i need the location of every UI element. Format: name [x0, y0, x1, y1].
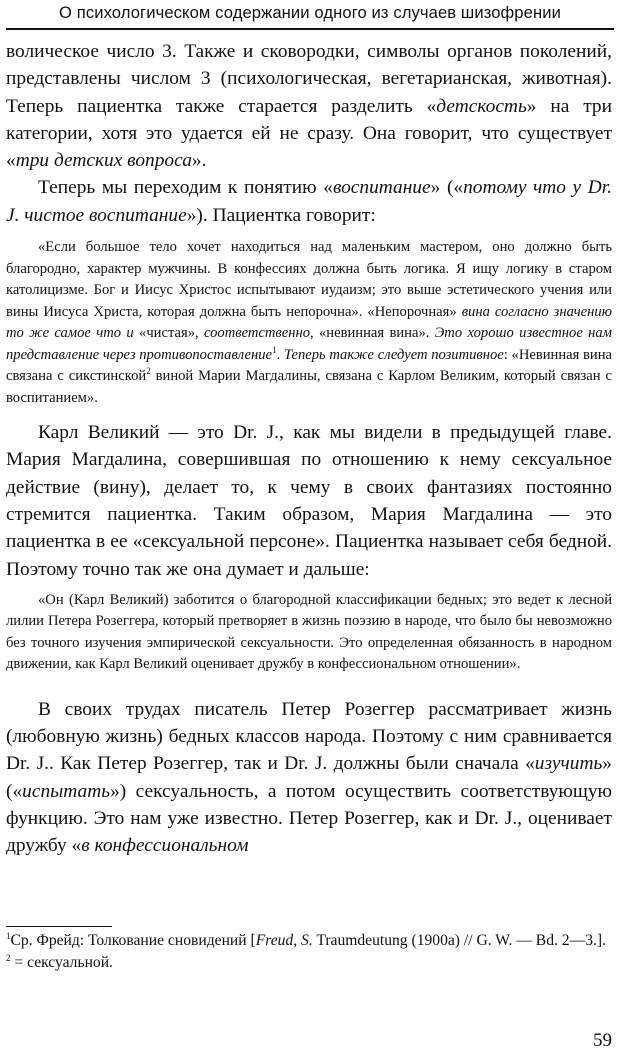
emphasis: Freud, S. — [255, 932, 313, 949]
footnote-2 — [6, 952, 614, 974]
footnotes — [6, 930, 614, 974]
emphasis: воспитание — [332, 177, 431, 199]
footnote-mark: 2 — [6, 952, 11, 963]
paragraph-2 — [6, 174, 612, 229]
block-quote-1 — [6, 237, 612, 409]
text-run: «чистая», — [133, 325, 204, 342]
text-run: ». — [191, 150, 207, 172]
emphasis: испытать — [22, 780, 111, 802]
paragraph-4 — [6, 696, 612, 860]
text-run: Traumdeutung (1900a) // G. W. — Bd. 2—3.]. — [312, 932, 606, 949]
text-run: »). Пациентка говорит: — [186, 204, 376, 226]
text-run: ») сексуальность, а потом осуществить соответствующую функцию. Это нам уже известно. Петер Розеггер, как и Dr. J., оценивает дружбу « — [6, 780, 612, 857]
footnote-ref[interactable]: 2 — [146, 366, 151, 377]
emphasis: соответственно — [204, 325, 311, 342]
text-run: = сексуальной. — [10, 954, 113, 971]
text-run: » на три категории, хотя это удается ей не сразу. Она говорит, что существует « — [6, 95, 612, 172]
block-quote-2: «Он (Карл Великий) заботится о благородной классификации бедных; это ведет к лесной лилии Петера Розеггера, который претворяет в жизнь поэзию в народе, что было бы невозможно без точного изучения эмпирической сексуальности. Это определенная обязанность в народном движении, как Карл Великий оценивает дружбу в конфессиональном отношении». — [6, 591, 612, 673]
text-run: Теперь мы переходим к понятию « — [38, 177, 333, 199]
text-run: . — [276, 346, 284, 363]
text-run: «Если большое тело хочет находиться над маленьким мастером, оно должно быть благородно, характер мужчины. В конфессиях должна быть логика. Я ищу логику в старом католицизме. Бог и Иисус Христос испытывают иудаизм; это выше эстетического учения или вины Иисуса Христа, которая должна быть непорочна». «Непорочная» — [6, 239, 612, 320]
text-run: » (« — [430, 177, 464, 199]
text-run: виной Марии Магдалины, связана с Карлом Великим, который связан с воспитанием». — [6, 368, 612, 406]
text-run: , «невинная вина». — [310, 325, 435, 342]
text-run: волическое число 3. Также и сковородки, символы органов поколений, представлены числом 3 (психологическая, вегетарианская, животная). Теперь пациентка также старается разделить « — [6, 41, 612, 117]
emphasis: Это хорошо известное нам представление через противопоставление — [6, 325, 612, 363]
footnote-1 — [6, 930, 614, 952]
text-run: : «Невинная вина связана с сикстинской — [6, 346, 613, 385]
footnote-rule — [6, 926, 112, 927]
footnote-ref[interactable]: 1 — [272, 344, 277, 355]
footnote-mark: 1 — [6, 930, 11, 941]
paragraph-3: Карл Великий — это Dr. J., как мы видели в предыдущей главе. Мария Магдалина, совершившая по отношению к нему сексуальное действие (вину), делает то, к чему в своих фантазиях постоянно стремится пациентка. Таким образом, Мария Магдалина — это пациентка в ее «сексуальной персоне». Пациентка называет себя бедной. Поэтому точно так же она думает и дальше: — [6, 422, 612, 580]
emphasis: три детских вопроса — [15, 150, 192, 172]
text-run: В своих трудах писатель Петер Розеггер рассматривает жизнь (любовную жизнь) бедных классов народа. Поэтому с ним сравнивается Dr. J.. Как Петер Розеггер, так и Dr. J. должны были сначала « — [6, 698, 612, 775]
paragraph-1 — [6, 38, 612, 174]
text-run: » (« — [6, 753, 612, 802]
emphasis: потому что у Dr. J. чистое воспитание — [6, 177, 612, 226]
main-text — [6, 38, 612, 860]
emphasis: детскость — [436, 95, 527, 117]
emphasis: изучить — [534, 753, 603, 775]
text-run: Ср. Фрейд: Толкование сновидений [ — [10, 932, 256, 949]
page-number: 59 — [593, 1030, 612, 1051]
header-rule — [6, 28, 614, 30]
emphasis: вина согласно значению то же самое что и — [6, 303, 612, 342]
running-head: О психологическом содержании одного из случаев шизофрении — [59, 3, 561, 22]
emphasis: в конфессиональном — [81, 835, 249, 857]
emphasis: Теперь также следует позитивное — [283, 346, 504, 363]
